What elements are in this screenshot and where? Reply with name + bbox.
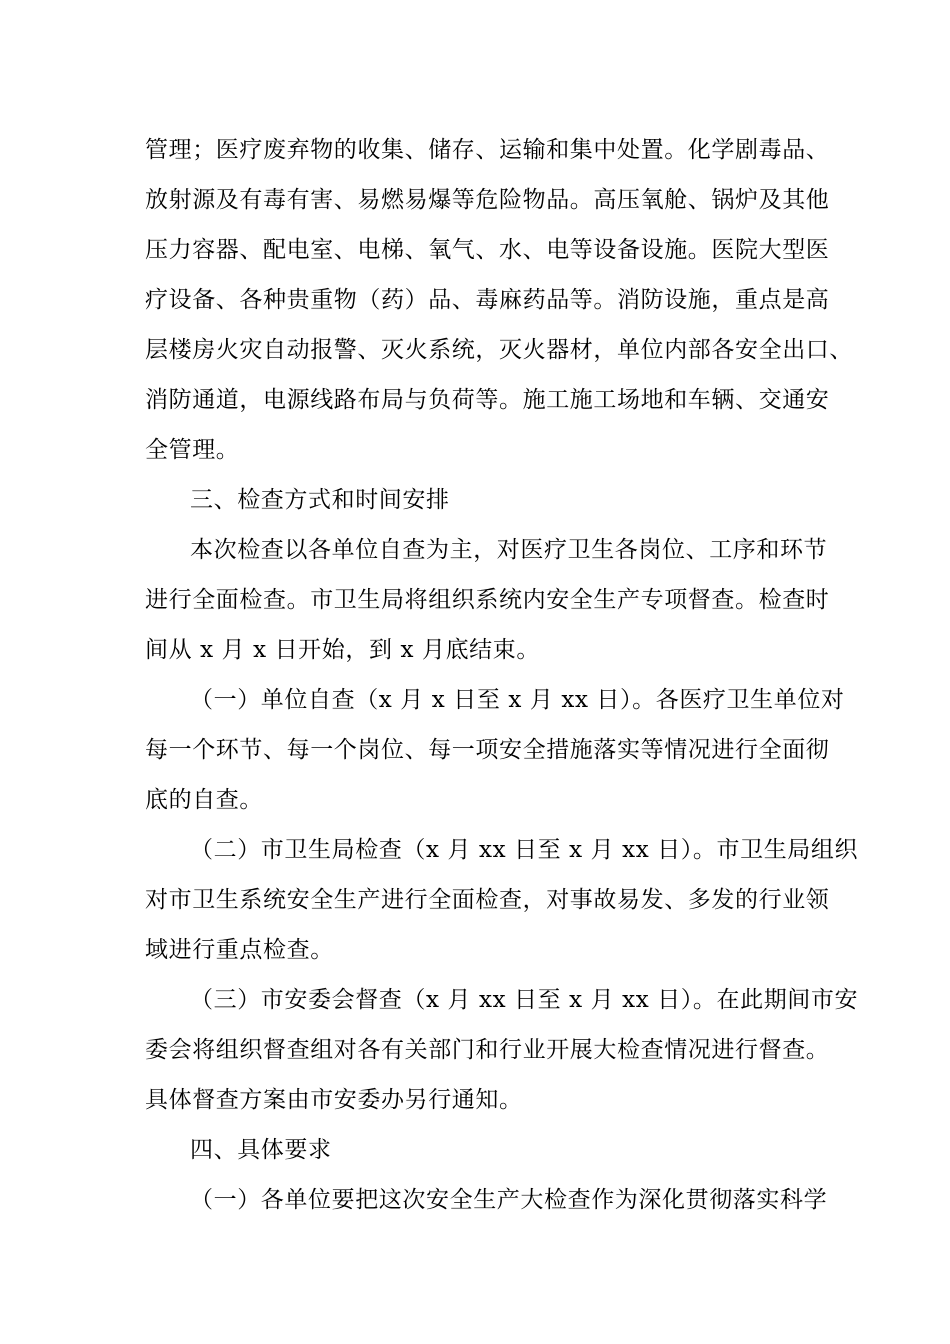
text-line: 底的自查。 xyxy=(145,787,263,813)
text-line: （二）市卫生局检查（x 月 xx 日至 x 月 xx 日）。市卫生局组织 xyxy=(190,837,859,863)
text-line: 消防通道，电源线路布局与负荷等。施工施工场地和车辆、交通安 xyxy=(145,387,830,413)
text-line: 本次检查以各单位自查为主，对医疗卫生各岗位、工序和环节 xyxy=(190,537,828,563)
text-line: （一）单位自查（x 月 x 日至 x 月 xx 日）。各医疗卫生单位对 xyxy=(190,687,845,713)
text-line: 委会将组织督查组对各有关部门和行业开展大检查情况进行督查。 xyxy=(145,1037,830,1063)
text-line: 管理；医疗废弃物的收集、储存、运输和集中处置。化学剧毒品、 xyxy=(145,137,830,163)
section-heading: 四、具体要求 xyxy=(190,1137,332,1163)
text-line: 压力容器、配电室、电梯、氧气、水、电等设备设施。医院大型医 xyxy=(145,237,830,263)
text-line: 域进行重点检查。 xyxy=(145,937,334,963)
text-line: 进行全面检查。市卫生局将组织系统内安全生产专项督查。检查时 xyxy=(145,587,830,613)
text-line: 对市卫生系统安全生产进行全面检查，对事故易发、多发的行业领 xyxy=(145,887,830,913)
text-line: 具体督查方案由市安委办另行通知。 xyxy=(145,1087,523,1113)
text-line: （一）各单位要把这次安全生产大检查作为深化贯彻落实科学 xyxy=(190,1187,828,1213)
text-line: 疗设备、各种贵重物（药）品、毒麻药品等。消防设施，重点是高 xyxy=(145,287,830,313)
text-line: 放射源及有毒有害、易燃易爆等危险物品。高压氧舱、锅炉及其他 xyxy=(145,187,830,213)
section-heading: 三、检查方式和时间安排 xyxy=(190,487,450,513)
text-line: 每一个环节、每一个岗位、每一项安全措施落实等情况进行全面彻 xyxy=(145,737,830,763)
text-line: 间从 x 月 x 日开始，到 x 月底结束。 xyxy=(145,637,540,663)
text-line: 全管理。 xyxy=(145,437,240,463)
text-line: 层楼房火灾自动报警、灭火系统，灭火器材，单位内部各安全出口、 xyxy=(145,337,853,363)
text-line: （三）市安委会督查（x 月 xx 日至 x 月 xx 日）。在此期间市安 xyxy=(190,987,859,1013)
